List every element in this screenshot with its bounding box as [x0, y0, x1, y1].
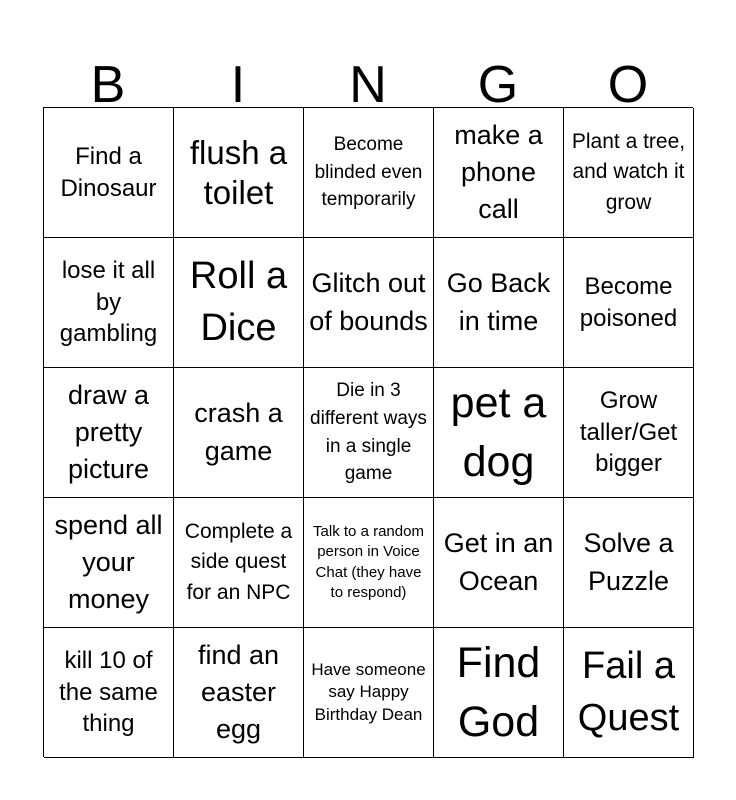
bingo-cell-r4c5[interactable] [564, 498, 694, 628]
bingo-cell-r4c1[interactable] [44, 498, 174, 628]
header-letter-i: I [230, 56, 246, 114]
header-letter-o: O [607, 56, 649, 114]
bingo-cell-r2c4[interactable] [434, 238, 564, 368]
bingo-cell-r1c3[interactable] [304, 108, 434, 238]
cell-label: Complete a side quest for an NPC [184, 519, 293, 604]
bingo-cell-r3c2[interactable] [174, 368, 304, 498]
bingo-board [43, 107, 693, 757]
cell-label: Have someone say Happy Birthday Dean [311, 659, 426, 724]
cell-label: spend all your money [54, 509, 163, 615]
cell-label: Go Back in time [446, 268, 551, 336]
cell-label: Roll a Dice [189, 255, 288, 349]
header-letter-b: B [90, 56, 126, 114]
bingo-cell-r1c2[interactable] [174, 108, 304, 238]
cell-label: Become poisoned [579, 272, 678, 332]
bingo-cell-r1c5[interactable] [564, 108, 694, 238]
cell-label: Die in 3 different ways in a single game [310, 380, 427, 485]
bingo-cell-r5c5[interactable] [564, 628, 694, 758]
bingo-header [43, 45, 693, 114]
cell-label: Glitch out of bounds [309, 268, 428, 336]
cell-label: draw a pretty picture [67, 379, 150, 485]
bingo-cell-r3c3[interactable] [304, 368, 434, 498]
bingo-cell-r2c5[interactable] [564, 238, 694, 368]
bingo-cell-r4c2[interactable] [174, 498, 304, 628]
bingo-cell-r5c3[interactable] [304, 628, 434, 758]
cell-label: Grow taller/Get bigger [579, 386, 678, 478]
cell-label: Get in an Ocean [443, 528, 554, 596]
cell-label: make a phone call [454, 119, 543, 225]
cell-label: find an easter egg [197, 639, 280, 745]
header-letter-n: N [349, 56, 387, 114]
header-letter-g: G [477, 56, 519, 114]
cell-label: Find a Dinosaur [60, 142, 157, 202]
bingo-cell-r4c4[interactable] [434, 498, 564, 628]
cell-label: Talk to a random person in Voice Chat (they have to respond) [313, 523, 424, 601]
cell-label: kill 10 of the same thing [59, 646, 158, 738]
bingo-cell-r1c1[interactable] [44, 108, 174, 238]
cell-label: Fail a Quest [577, 645, 680, 739]
bingo-cell-r3c1[interactable] [44, 368, 174, 498]
bingo-cell-r3c4[interactable] [434, 368, 564, 498]
cell-label: Solve a Puzzle [583, 528, 674, 596]
cell-label: lose it all by gambling [59, 256, 158, 348]
bingo-cell-r1c4[interactable] [434, 108, 564, 238]
bingo-cell-r2c3[interactable] [304, 238, 434, 368]
bingo-cell-r5c2[interactable] [174, 628, 304, 758]
bingo-cell-r2c1[interactable] [44, 238, 174, 368]
bingo-cell-r4c3[interactable] [304, 498, 434, 628]
bingo-cell-r2c2[interactable] [174, 238, 304, 368]
cell-label: Plant a tree, and watch it grow [571, 129, 686, 214]
bingo-cell-r5c4[interactable] [434, 628, 564, 758]
bingo-cell-r3c5[interactable] [564, 368, 694, 498]
bingo-cell-r5c1[interactable] [44, 628, 174, 758]
cell-label: pet a dog [450, 379, 547, 486]
cell-label: flush a toilet [189, 133, 288, 211]
cell-label: Find God [456, 639, 541, 746]
cell-label: crash a game [194, 398, 283, 466]
cell-label: Become blinded even temporarily [314, 134, 423, 211]
